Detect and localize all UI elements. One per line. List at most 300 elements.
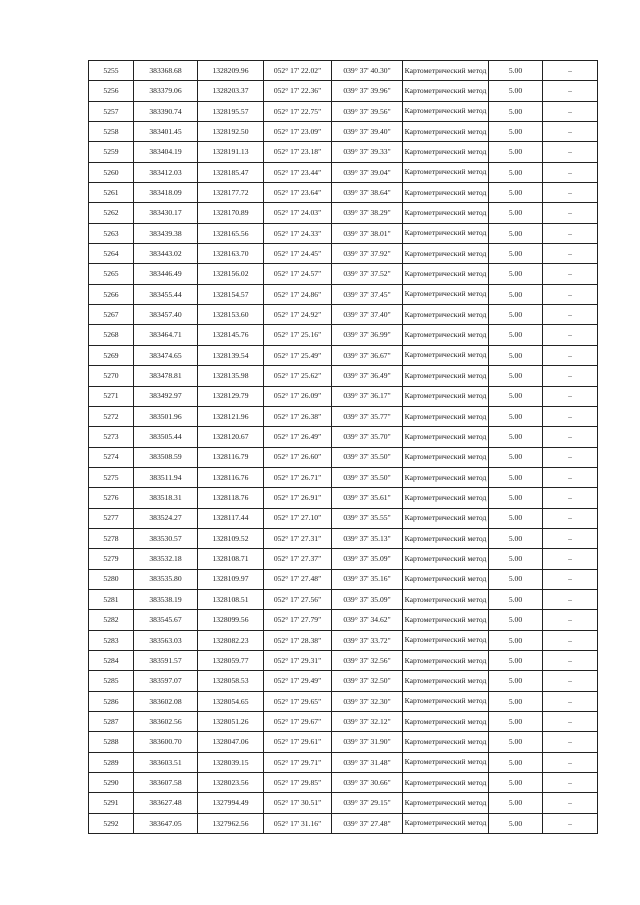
longitude-cell: 039° 37' 37.52" — [332, 264, 403, 284]
y-coordinate-cell: 1328117.44 — [198, 508, 264, 528]
accuracy-cell: 5.00 — [489, 162, 543, 182]
table-row — [89, 264, 598, 284]
point-number-cell: 5287 — [89, 712, 134, 732]
y-coordinate-cell: 1328109.97 — [198, 569, 264, 589]
latitude-cell: 052° 17' 26.38" — [264, 406, 332, 426]
longitude-cell: 039° 37' 36.99" — [332, 325, 403, 345]
y-coordinate-cell: 1328047.06 — [198, 732, 264, 752]
note-cell: – — [543, 752, 598, 772]
table-row — [89, 630, 598, 650]
table-row — [89, 569, 598, 589]
point-number-cell: 5263 — [89, 223, 134, 243]
note-cell: – — [543, 528, 598, 548]
x-coordinate-cell: 383501.96 — [134, 406, 198, 426]
longitude-cell: 039° 37' 35.13" — [332, 528, 403, 548]
latitude-cell: 052° 17' 29.31" — [264, 650, 332, 670]
accuracy-cell: 5.00 — [489, 549, 543, 569]
y-coordinate-cell: 1328163.70 — [198, 244, 264, 264]
latitude-cell: 052° 17' 25.62" — [264, 366, 332, 386]
latitude-cell: 052° 17' 31.16" — [264, 813, 332, 833]
method-cell: Картометрический метод — [403, 671, 489, 691]
y-coordinate-cell: 1328129.79 — [198, 386, 264, 406]
point-number-cell: 5261 — [89, 183, 134, 203]
method-cell: Картометрический метод — [403, 325, 489, 345]
y-coordinate-cell: 1328192.50 — [198, 122, 264, 142]
x-coordinate-cell: 383390.74 — [134, 101, 198, 121]
method-cell: Картометрический метод — [403, 610, 489, 630]
point-number-cell: 5255 — [89, 61, 134, 81]
table-row — [89, 752, 598, 772]
table-row — [89, 345, 598, 365]
method-cell: Картометрический метод — [403, 630, 489, 650]
note-cell: – — [543, 712, 598, 732]
accuracy-cell: 5.00 — [489, 813, 543, 833]
x-coordinate-cell: 383478.81 — [134, 366, 198, 386]
y-coordinate-cell: 1328023.56 — [198, 773, 264, 793]
x-coordinate-cell: 383538.19 — [134, 589, 198, 609]
longitude-cell: 039° 37' 35.61" — [332, 488, 403, 508]
longitude-cell: 039° 37' 33.72" — [332, 630, 403, 650]
note-cell: – — [543, 630, 598, 650]
table-row — [89, 528, 598, 548]
latitude-cell: 052° 17' 27.79" — [264, 610, 332, 630]
x-coordinate-cell: 383602.08 — [134, 691, 198, 711]
note-cell: – — [543, 223, 598, 243]
method-cell: Картометрический метод — [403, 264, 489, 284]
table-row — [89, 305, 598, 325]
point-number-cell: 5266 — [89, 284, 134, 304]
x-coordinate-cell: 383401.45 — [134, 122, 198, 142]
x-coordinate-cell: 383602.56 — [134, 712, 198, 732]
method-cell: Картометрический метод — [403, 589, 489, 609]
y-coordinate-cell: 1328109.52 — [198, 528, 264, 548]
method-cell: Картометрический метод — [403, 773, 489, 793]
y-coordinate-cell: 1328209.96 — [198, 61, 264, 81]
y-coordinate-cell: 1327962.56 — [198, 813, 264, 833]
accuracy-cell: 5.00 — [489, 508, 543, 528]
point-number-cell: 5264 — [89, 244, 134, 264]
longitude-cell: 039° 37' 38.64" — [332, 183, 403, 203]
table-row — [89, 691, 598, 711]
longitude-cell: 039° 37' 35.09" — [332, 589, 403, 609]
table-row — [89, 183, 598, 203]
point-number-cell: 5271 — [89, 386, 134, 406]
method-cell: Картометрический метод — [403, 447, 489, 467]
method-cell: Картометрический метод — [403, 101, 489, 121]
accuracy-cell: 5.00 — [489, 61, 543, 81]
method-cell: Картометрический метод — [403, 793, 489, 813]
y-coordinate-cell: 1328135.98 — [198, 366, 264, 386]
y-coordinate-cell: 1328177.72 — [198, 183, 264, 203]
y-coordinate-cell: 1328139.54 — [198, 345, 264, 365]
table-row — [89, 81, 598, 101]
latitude-cell: 052° 17' 26.60" — [264, 447, 332, 467]
y-coordinate-cell: 1328058.53 — [198, 671, 264, 691]
x-coordinate-cell: 383446.49 — [134, 264, 198, 284]
note-cell: – — [543, 284, 598, 304]
latitude-cell: 052° 17' 27.37" — [264, 549, 332, 569]
y-coordinate-cell: 1328154.57 — [198, 284, 264, 304]
table-row — [89, 406, 598, 426]
note-cell: – — [543, 264, 598, 284]
longitude-cell: 039° 37' 39.33" — [332, 142, 403, 162]
note-cell: – — [543, 345, 598, 365]
accuracy-cell: 5.00 — [489, 528, 543, 548]
note-cell: – — [543, 773, 598, 793]
y-coordinate-cell: 1328054.65 — [198, 691, 264, 711]
note-cell: – — [543, 691, 598, 711]
longitude-cell: 039° 37' 40.30" — [332, 61, 403, 81]
note-cell: – — [543, 427, 598, 447]
accuracy-cell: 5.00 — [489, 630, 543, 650]
accuracy-cell: 5.00 — [489, 81, 543, 101]
latitude-cell: 052° 17' 24.57" — [264, 264, 332, 284]
point-number-cell: 5274 — [89, 447, 134, 467]
point-number-cell: 5278 — [89, 528, 134, 548]
y-coordinate-cell: 1328051.26 — [198, 712, 264, 732]
method-cell: Картометрический метод — [403, 508, 489, 528]
note-cell: – — [543, 406, 598, 426]
y-coordinate-cell: 1328116.79 — [198, 447, 264, 467]
y-coordinate-cell: 1328108.51 — [198, 589, 264, 609]
coordinates-table — [88, 60, 598, 834]
latitude-cell: 052° 17' 27.31" — [264, 528, 332, 548]
point-number-cell: 5256 — [89, 81, 134, 101]
accuracy-cell: 5.00 — [489, 284, 543, 304]
x-coordinate-cell: 383600.70 — [134, 732, 198, 752]
point-number-cell: 5284 — [89, 650, 134, 670]
latitude-cell: 052° 17' 26.91" — [264, 488, 332, 508]
x-coordinate-cell: 383430.17 — [134, 203, 198, 223]
table-row — [89, 162, 598, 182]
table-row — [89, 325, 598, 345]
table-row — [89, 244, 598, 264]
latitude-cell: 052° 17' 27.56" — [264, 589, 332, 609]
table-row — [89, 813, 598, 833]
table-row — [89, 223, 598, 243]
table-row — [89, 386, 598, 406]
accuracy-cell: 5.00 — [489, 101, 543, 121]
note-cell: – — [543, 366, 598, 386]
accuracy-cell: 5.00 — [489, 305, 543, 325]
note-cell: – — [543, 610, 598, 630]
accuracy-cell: 5.00 — [489, 366, 543, 386]
longitude-cell: 039° 37' 32.12" — [332, 712, 403, 732]
x-coordinate-cell: 383511.94 — [134, 467, 198, 487]
note-cell: – — [543, 162, 598, 182]
x-coordinate-cell: 383508.59 — [134, 447, 198, 467]
y-coordinate-cell: 1328203.37 — [198, 81, 264, 101]
y-coordinate-cell: 1328082.23 — [198, 630, 264, 650]
note-cell: – — [543, 386, 598, 406]
method-cell: Картометрический метод — [403, 813, 489, 833]
note-cell: – — [543, 732, 598, 752]
accuracy-cell: 5.00 — [489, 671, 543, 691]
method-cell: Картометрический метод — [403, 528, 489, 548]
latitude-cell: 052° 17' 24.03" — [264, 203, 332, 223]
note-cell: – — [543, 325, 598, 345]
longitude-cell: 039° 37' 32.30" — [332, 691, 403, 711]
latitude-cell: 052° 17' 26.09" — [264, 386, 332, 406]
accuracy-cell: 5.00 — [489, 610, 543, 630]
x-coordinate-cell: 383505.44 — [134, 427, 198, 447]
table-row — [89, 467, 598, 487]
latitude-cell: 052° 17' 24.33" — [264, 223, 332, 243]
longitude-cell: 039° 37' 35.09" — [332, 549, 403, 569]
longitude-cell: 039° 37' 35.77" — [332, 406, 403, 426]
latitude-cell: 052° 17' 27.10" — [264, 508, 332, 528]
longitude-cell: 039° 37' 35.55" — [332, 508, 403, 528]
x-coordinate-cell: 383379.06 — [134, 81, 198, 101]
point-number-cell: 5283 — [89, 630, 134, 650]
latitude-cell: 052° 17' 24.92" — [264, 305, 332, 325]
longitude-cell: 039° 37' 35.50" — [332, 447, 403, 467]
x-coordinate-cell: 383530.57 — [134, 528, 198, 548]
method-cell: Картометрический метод — [403, 732, 489, 752]
accuracy-cell: 5.00 — [489, 569, 543, 589]
longitude-cell: 039° 37' 37.92" — [332, 244, 403, 264]
point-number-cell: 5268 — [89, 325, 134, 345]
x-coordinate-cell: 383418.09 — [134, 183, 198, 203]
note-cell: – — [543, 793, 598, 813]
coordinates-table-body — [89, 61, 598, 834]
table-row — [89, 427, 598, 447]
latitude-cell: 052° 17' 22.36" — [264, 81, 332, 101]
method-cell: Картометрический метод — [403, 81, 489, 101]
note-cell: – — [543, 589, 598, 609]
point-number-cell: 5276 — [89, 488, 134, 508]
longitude-cell: 039° 37' 37.45" — [332, 284, 403, 304]
latitude-cell: 052° 17' 29.71" — [264, 752, 332, 772]
x-coordinate-cell: 383368.68 — [134, 61, 198, 81]
latitude-cell: 052° 17' 23.09" — [264, 122, 332, 142]
latitude-cell: 052° 17' 29.49" — [264, 671, 332, 691]
table-row — [89, 732, 598, 752]
latitude-cell: 052° 17' 27.48" — [264, 569, 332, 589]
longitude-cell: 039° 37' 29.15" — [332, 793, 403, 813]
accuracy-cell: 5.00 — [489, 488, 543, 508]
accuracy-cell: 5.00 — [489, 406, 543, 426]
point-number-cell: 5267 — [89, 305, 134, 325]
point-number-cell: 5269 — [89, 345, 134, 365]
point-number-cell: 5275 — [89, 467, 134, 487]
accuracy-cell: 5.00 — [489, 752, 543, 772]
x-coordinate-cell: 383518.31 — [134, 488, 198, 508]
point-number-cell: 5281 — [89, 589, 134, 609]
accuracy-cell: 5.00 — [489, 203, 543, 223]
point-number-cell: 5265 — [89, 264, 134, 284]
accuracy-cell: 5.00 — [489, 793, 543, 813]
table-row — [89, 712, 598, 732]
accuracy-cell: 5.00 — [489, 447, 543, 467]
accuracy-cell: 5.00 — [489, 244, 543, 264]
method-cell: Картометрический метод — [403, 244, 489, 264]
point-number-cell: 5292 — [89, 813, 134, 833]
method-cell: Картометрический метод — [403, 366, 489, 386]
point-number-cell: 5280 — [89, 569, 134, 589]
latitude-cell: 052° 17' 26.71" — [264, 467, 332, 487]
note-cell: – — [543, 244, 598, 264]
method-cell: Картометрический метод — [403, 549, 489, 569]
note-cell: – — [543, 305, 598, 325]
accuracy-cell: 5.00 — [489, 712, 543, 732]
longitude-cell: 039° 37' 35.70" — [332, 427, 403, 447]
y-coordinate-cell: 1328195.57 — [198, 101, 264, 121]
accuracy-cell: 5.00 — [489, 650, 543, 670]
longitude-cell: 039° 37' 38.29" — [332, 203, 403, 223]
y-coordinate-cell: 1328120.67 — [198, 427, 264, 447]
y-coordinate-cell: 1328145.76 — [198, 325, 264, 345]
x-coordinate-cell: 383524.27 — [134, 508, 198, 528]
latitude-cell: 052° 17' 22.75" — [264, 101, 332, 121]
latitude-cell: 052° 17' 29.67" — [264, 712, 332, 732]
y-coordinate-cell: 1328191.13 — [198, 142, 264, 162]
point-number-cell: 5277 — [89, 508, 134, 528]
point-number-cell: 5270 — [89, 366, 134, 386]
longitude-cell: 039° 37' 38.01" — [332, 223, 403, 243]
table-row — [89, 793, 598, 813]
y-coordinate-cell: 1327994.49 — [198, 793, 264, 813]
table-row — [89, 447, 598, 467]
table-row — [89, 589, 598, 609]
x-coordinate-cell: 383532.18 — [134, 549, 198, 569]
x-coordinate-cell: 383455.44 — [134, 284, 198, 304]
accuracy-cell: 5.00 — [489, 183, 543, 203]
note-cell: – — [543, 61, 598, 81]
accuracy-cell: 5.00 — [489, 386, 543, 406]
table-row — [89, 284, 598, 304]
y-coordinate-cell: 1328039.15 — [198, 752, 264, 772]
note-cell: – — [543, 569, 598, 589]
x-coordinate-cell: 383464.71 — [134, 325, 198, 345]
x-coordinate-cell: 383474.65 — [134, 345, 198, 365]
point-number-cell: 5286 — [89, 691, 134, 711]
y-coordinate-cell: 1328108.71 — [198, 549, 264, 569]
longitude-cell: 039° 37' 31.90" — [332, 732, 403, 752]
note-cell: – — [543, 81, 598, 101]
method-cell: Картометрический метод — [403, 203, 489, 223]
table-row — [89, 142, 598, 162]
x-coordinate-cell: 383492.97 — [134, 386, 198, 406]
accuracy-cell: 5.00 — [489, 325, 543, 345]
longitude-cell: 039° 37' 34.62" — [332, 610, 403, 630]
longitude-cell: 039° 37' 39.56" — [332, 101, 403, 121]
note-cell: – — [543, 467, 598, 487]
x-coordinate-cell: 383535.80 — [134, 569, 198, 589]
table-row — [89, 366, 598, 386]
latitude-cell: 052° 17' 28.38" — [264, 630, 332, 650]
table-row — [89, 549, 598, 569]
longitude-cell: 039° 37' 36.67" — [332, 345, 403, 365]
longitude-cell: 039° 37' 27.48" — [332, 813, 403, 833]
x-coordinate-cell: 383603.51 — [134, 752, 198, 772]
table-row — [89, 508, 598, 528]
method-cell: Картометрический метод — [403, 406, 489, 426]
method-cell: Картометрический метод — [403, 122, 489, 142]
latitude-cell: 052° 17' 25.16" — [264, 325, 332, 345]
note-cell: – — [543, 549, 598, 569]
x-coordinate-cell: 383607.58 — [134, 773, 198, 793]
point-number-cell: 5257 — [89, 101, 134, 121]
x-coordinate-cell: 383627.48 — [134, 793, 198, 813]
method-cell: Картометрический метод — [403, 223, 489, 243]
longitude-cell: 039° 37' 35.16" — [332, 569, 403, 589]
accuracy-cell: 5.00 — [489, 732, 543, 752]
x-coordinate-cell: 383457.40 — [134, 305, 198, 325]
method-cell: Картометрический метод — [403, 284, 489, 304]
note-cell: – — [543, 447, 598, 467]
x-coordinate-cell: 383647.05 — [134, 813, 198, 833]
method-cell: Картометрический метод — [403, 569, 489, 589]
method-cell: Картометрический метод — [403, 305, 489, 325]
method-cell: Картометрический метод — [403, 650, 489, 670]
longitude-cell: 039° 37' 32.50" — [332, 671, 403, 691]
point-number-cell: 5260 — [89, 162, 134, 182]
table-row — [89, 61, 598, 81]
table-row — [89, 488, 598, 508]
latitude-cell: 052° 17' 23.64" — [264, 183, 332, 203]
point-number-cell: 5288 — [89, 732, 134, 752]
accuracy-cell: 5.00 — [489, 122, 543, 142]
point-number-cell: 5279 — [89, 549, 134, 569]
y-coordinate-cell: 1328185.47 — [198, 162, 264, 182]
x-coordinate-cell: 383404.19 — [134, 142, 198, 162]
longitude-cell: 039° 37' 39.96" — [332, 81, 403, 101]
note-cell: – — [543, 508, 598, 528]
y-coordinate-cell: 1328121.96 — [198, 406, 264, 426]
table-row — [89, 122, 598, 142]
y-coordinate-cell: 1328170.89 — [198, 203, 264, 223]
latitude-cell: 052° 17' 30.51" — [264, 793, 332, 813]
longitude-cell: 039° 37' 36.17" — [332, 386, 403, 406]
table-row — [89, 650, 598, 670]
note-cell: – — [543, 101, 598, 121]
point-number-cell: 5273 — [89, 427, 134, 447]
note-cell: – — [543, 203, 598, 223]
note-cell: – — [543, 183, 598, 203]
accuracy-cell: 5.00 — [489, 467, 543, 487]
accuracy-cell: 5.00 — [489, 223, 543, 243]
latitude-cell: 052° 17' 23.18" — [264, 142, 332, 162]
latitude-cell: 052° 17' 29.61" — [264, 732, 332, 752]
note-cell: – — [543, 671, 598, 691]
y-coordinate-cell: 1328153.60 — [198, 305, 264, 325]
table-row — [89, 101, 598, 121]
table-row — [89, 203, 598, 223]
table-row — [89, 773, 598, 793]
x-coordinate-cell: 383439.38 — [134, 223, 198, 243]
y-coordinate-cell: 1328165.56 — [198, 223, 264, 243]
latitude-cell: 052° 17' 29.65" — [264, 691, 332, 711]
note-cell: – — [543, 650, 598, 670]
point-number-cell: 5291 — [89, 793, 134, 813]
table-row — [89, 610, 598, 630]
longitude-cell: 039° 37' 37.40" — [332, 305, 403, 325]
point-number-cell: 5262 — [89, 203, 134, 223]
latitude-cell: 052° 17' 26.49" — [264, 427, 332, 447]
latitude-cell: 052° 17' 23.44" — [264, 162, 332, 182]
method-cell: Картометрический метод — [403, 467, 489, 487]
point-number-cell: 5289 — [89, 752, 134, 772]
note-cell: – — [543, 813, 598, 833]
point-number-cell: 5258 — [89, 122, 134, 142]
longitude-cell: 039° 37' 35.50" — [332, 467, 403, 487]
point-number-cell: 5272 — [89, 406, 134, 426]
method-cell: Картометрический метод — [403, 752, 489, 772]
method-cell: Картометрический метод — [403, 427, 489, 447]
accuracy-cell: 5.00 — [489, 345, 543, 365]
point-number-cell: 5259 — [89, 142, 134, 162]
